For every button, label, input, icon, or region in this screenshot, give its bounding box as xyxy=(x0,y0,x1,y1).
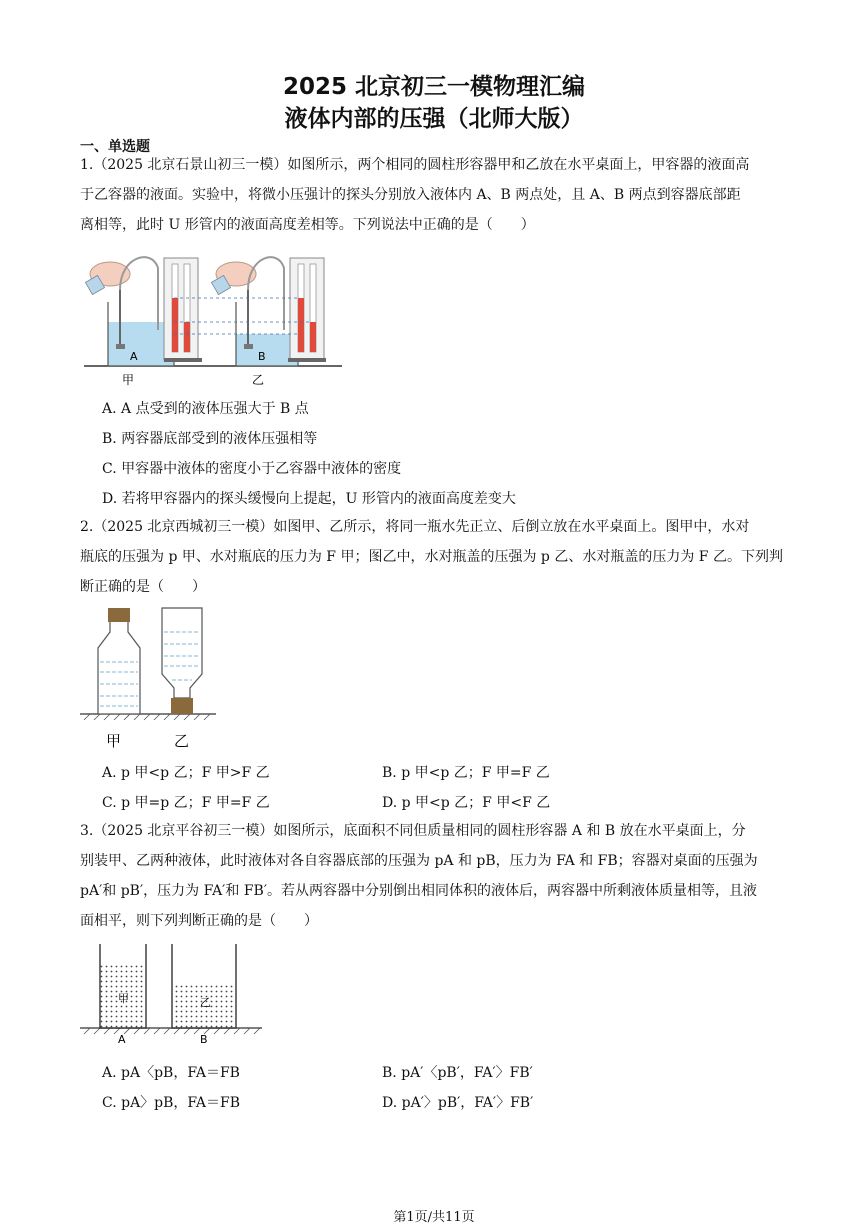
question-2-line: 瓶底的压强为 p 甲、水对瓶底的压力为 F 甲；图乙中，水对瓶盖的压强为 p 乙、水对瓶盖的压力为 F 乙。下列判 xyxy=(80,549,783,565)
question-3-line: 别装甲、乙两种液体，此时液体对各自容器底部的压强为 pA 和 pB，压力为 FA 和 FB；容器对桌面的压强为 xyxy=(80,853,758,869)
q3-option-a[interactable]: A. pA〈pB，FA＝FB xyxy=(102,1065,240,1081)
question-3-stem xyxy=(80,816,790,936)
q1-option-b[interactable]: B. 两容器底部受到的液体压强相等 xyxy=(102,431,318,447)
question-3-line: 3.（2025 北京平谷初三一模）如图所示，底面积不同但质量相同的圆柱形容器 A 和 B 放在水平桌面上，分 xyxy=(80,823,746,839)
question-1-line: 离相等，此时 U 形管内的液面高度差相等。下列说法中正确的是（ ） xyxy=(80,217,535,233)
label-jia: 甲 xyxy=(122,373,135,387)
label-yi: 乙 xyxy=(252,373,265,387)
question-2-line: 断正确的是（ ） xyxy=(80,579,206,595)
question-1-line: 于乙容器的液面。实验中，将微小压强计的探头分别放入液体内 A、B 两点处，且 A、B 两点到容器底部距 xyxy=(80,187,741,203)
label-yi: 乙 xyxy=(200,996,211,1009)
q3-option-d[interactable]: D. pA′〉pB′，FA′〉FB′ xyxy=(382,1095,534,1111)
document-subtitle: 液体内部的压强（北师大版） xyxy=(284,106,584,132)
page-number: 第1页/共11页 xyxy=(393,1210,475,1225)
q3-option-c[interactable]: C. pA〉pB，FA＝FB xyxy=(102,1095,241,1111)
q1-option-a[interactable]: A. A 点受到的液体压强大于 B 点 xyxy=(102,401,309,417)
question-1-stem xyxy=(80,150,790,240)
question-3-line: pA′和 pB′，压力为 FA′和 FB′。若从两容器中分别倒出相同体积的液体后，两容器中所剩液体质量相等，且液 xyxy=(80,883,757,899)
question-3-figure xyxy=(80,940,280,1048)
label-jia: 甲 xyxy=(118,992,129,1005)
q1-option-d[interactable]: D. 若将甲容器内的探头缓慢向上提起，U 形管内的液面高度差变大 xyxy=(102,491,516,507)
question-2-stem xyxy=(80,512,790,602)
q3-option-b[interactable]: B. pA′〈pB′，FA′〉FB′ xyxy=(382,1065,533,1081)
q2-option-a[interactable]: A. p 甲<p 乙；F 甲>F 乙 xyxy=(102,765,270,781)
section-heading: 一、单选题 xyxy=(80,139,150,155)
question-3-line: 面相平，则下列判断正确的是（ ） xyxy=(80,913,318,929)
document-title: 2025 北京初三一模物理汇编 xyxy=(282,74,586,100)
q2-option-c[interactable]: C. p 甲=p 乙；F 甲=F 乙 xyxy=(102,795,270,811)
label-yi: 乙 xyxy=(174,732,190,750)
q2-option-b[interactable]: B. p 甲<p 乙；F 甲=F 乙 xyxy=(382,765,550,781)
label-jia: 甲 xyxy=(106,732,122,750)
label-container-a: A xyxy=(118,1033,126,1046)
label-point-a: A xyxy=(130,350,138,363)
label-point-b: B xyxy=(258,350,266,363)
question-1-line: 1.（2025 北京石景山初三一模）如图所示，两个相同的圆柱形容器甲和乙放在水平桌面上，甲容器的液面高 xyxy=(80,157,750,173)
question-1-figure xyxy=(80,250,350,390)
label-container-b: B xyxy=(200,1033,208,1046)
q1-option-c[interactable]: C. 甲容器中液体的密度小于乙容器中液体的密度 xyxy=(102,461,402,477)
q2-option-d[interactable]: D. p 甲<p 乙；F 甲<F 乙 xyxy=(382,795,551,811)
question-2-figure xyxy=(80,602,240,752)
question-2-line: 2.（2025 北京西城初三一模）如图甲、乙所示，将同一瓶水先正立、后倒立放在水平桌面上。图甲中，水对 xyxy=(80,519,750,535)
